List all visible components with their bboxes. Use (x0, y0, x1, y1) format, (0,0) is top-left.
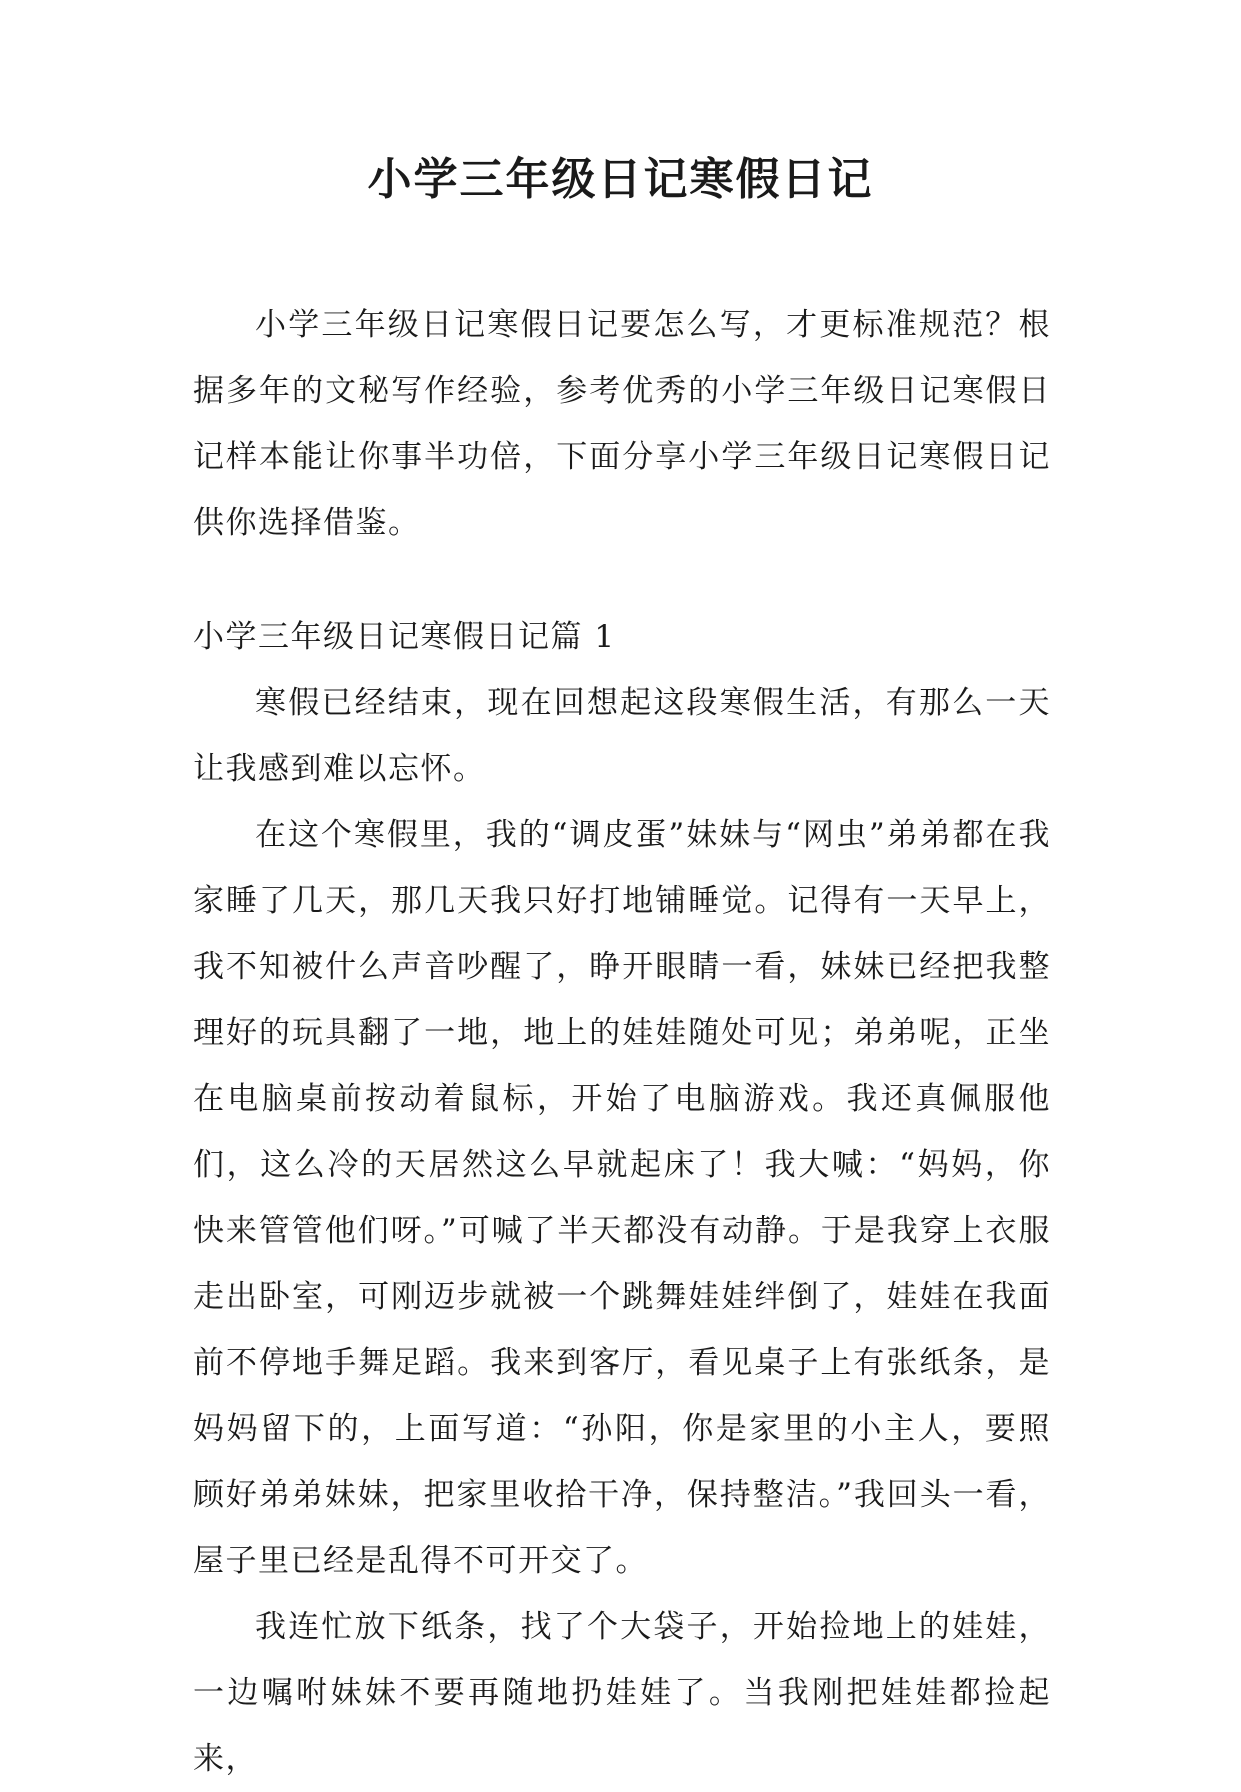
body-paragraph-3: 我连忙放下纸条，找了个大袋子，开始捡地上的娃娃，一边嘱咐妹妹不要再随地扔娃娃了。当我刚把娃娃都捡起来， (193, 1609, 1051, 1777)
body-paragraph-2: 在这个寒假里，我的“调皮蛋”妹妹与“网虫”弟弟都在我家睡了几天，那几天我只好打地铺睡觉。记得有一天早上，我不知被什么声音吵醒了，睁开眼睛一看，妹妹已经把我整理好的玩具翻了一地，地上的娃娃随处可见；弟弟呢，正坐在电脑桌前按动着鼠标，开始了电脑游戏。我还真佩服他们，这么冷的天居然这么早就起床了！我大喊：“妈妈，你快来管管他们呀。”可喊了半天都没有动静。于是我穿上衣服走出卧室，可刚迈步就被一个跳舞娃娃绊倒了，娃娃在我面前不停地手舞足蹈。我来到客厅，看见桌子上有张纸条，是妈妈留下的，上面写道：“孙阳，你是家里的小主人，要照顾好弟弟妹妹，把家里收拾干净，保持整洁。”我回头一看，屋子里已经是乱得不可开交了。 (193, 817, 1051, 1579)
document-title: 小学三年级日记寒假日记 (367, 154, 874, 205)
body-paragraph-1: 寒假已经结束，现在回想起这段寒假生活，有那么一天让我感到难以忘怀。 (193, 685, 1051, 787)
document-body (193, 292, 1051, 1792)
section-heading: 小学三年级日记寒假日记篇 1 (193, 619, 616, 655)
intro-paragraph: 小学三年级日记寒假日记要怎么写，才更标准规范？根据多年的文秘写作经验，参考优秀的小学三年级日记寒假日记样本能让你事半功倍，下面分享小学三年级日记寒假日记供你选择借鉴。 (193, 307, 1051, 541)
